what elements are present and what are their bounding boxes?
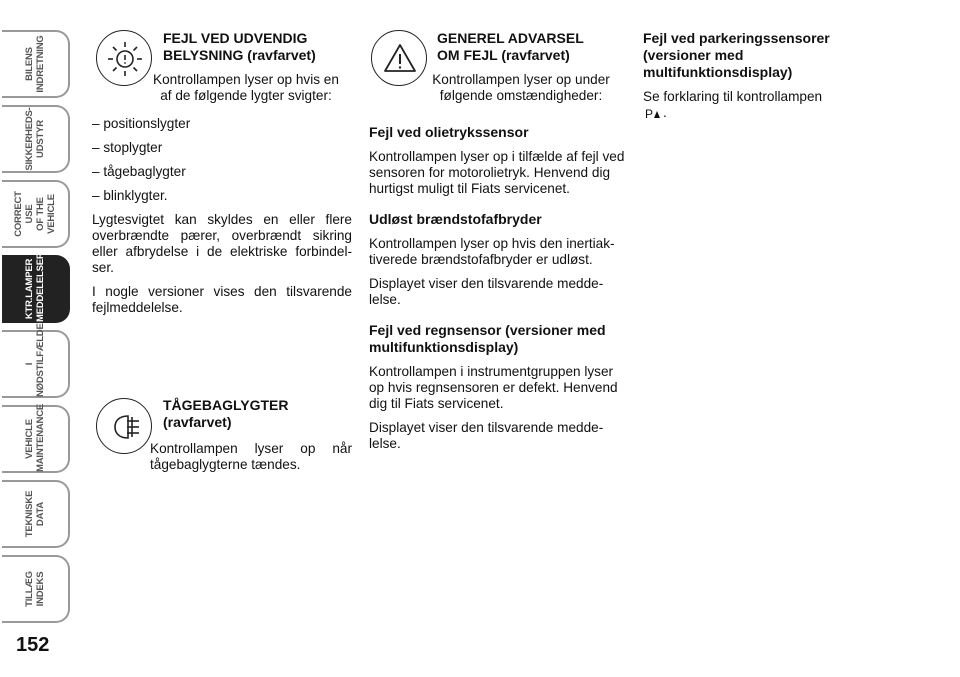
color-note: (ravfarvet) (247, 47, 316, 63)
section-heading: FEJL VED UDVENDIG (163, 30, 308, 46)
paragraph: Kontrollampen lyser op hvis den inertiak-tiverede brændstofafbryder er udløst. (369, 236, 615, 267)
tab-label: CORRECT USE OF THE VEHICLE (13, 191, 57, 237)
section-heading: Fejl ved parkeringssensorer (versioner med multifunktionsdisplay) (643, 30, 830, 80)
color-note: (ravfarvet) (163, 414, 232, 430)
tab-ktr-lamper[interactable] (2, 252, 70, 323)
tab-label: TEKNISKE DATA (24, 490, 46, 538)
paragraph: Lygtesvigtet kan skyldes en eller flere overbrændte pærer, overbrændt sikring eller afbrydelse i de elektriske forbindel-ser. (92, 212, 352, 275)
parking-sensor-section: Fejl ved parkeringssensorer (versioner med multifunktionsdisplay) Se forklaring til kontrollampen P . (643, 30, 843, 131)
svg-text:P: P (645, 107, 654, 119)
intro-line: følgende omstændigheder: (439, 88, 603, 103)
intro-line: af de følgende lygter svigter: (160, 88, 332, 103)
tab-label: I NØDSTILFÆLDE (24, 323, 46, 397)
rear-fog-light-icon (96, 398, 152, 454)
list-item: – positionslygter (92, 116, 191, 131)
paragraph: Kontrollampen lyser op i tilfælde af fejl ved sensoren for motorolietryk. Henvend dig hurtigst muligt til Fiats servicenet. (369, 149, 625, 196)
intro-line: Kontrollampen lyser op under (432, 72, 610, 87)
section-heading: GENEREL ADVARSEL (437, 30, 584, 46)
tab-label: VEHICLE MAINTENANCE (24, 404, 46, 472)
parking-sensor-icon (645, 107, 663, 123)
subsection-title: Fejl ved regnsensor (versioner med multifunktionsdisplay) (369, 322, 606, 355)
tab-correct-use[interactable] (2, 180, 70, 248)
paragraph: Displayet viser den tilsvarende medde-lelse. (369, 276, 604, 307)
fog-line: Kontrollampen lyser op når (150, 441, 352, 456)
general-header (437, 30, 627, 64)
ext-lights-body (92, 116, 352, 324)
subsection-title: Fejl ved olietrykssensor (369, 124, 529, 140)
tab-nodstilfaelde[interactable] (2, 323, 70, 398)
list-item: – stoplygter (92, 140, 163, 155)
fog-line: tågebaglygterne tændes. (150, 457, 301, 472)
list-item: – blinklygter. (92, 188, 168, 203)
tab-bilens-indretning[interactable] (2, 30, 70, 98)
section-heading: BELYSNING (163, 47, 244, 63)
tab-tekniske-data[interactable] (2, 480, 70, 548)
tab-label: TILLÆG INDEKS (24, 571, 46, 607)
tab-tillaeg-indeks[interactable] (2, 555, 70, 623)
tab-label: SIKKERHEDS- UDSTYR (24, 107, 46, 171)
tab-vehicle-maintenance[interactable] (2, 405, 70, 473)
section-heading: TÅGEBAGLYGTER (163, 397, 289, 413)
chapter-tabs (0, 0, 72, 640)
paragraph: Kontrollampen i instrumentgruppen lyser op hvis regnsensoren er defekt. Henvend dig til Fiats servicenet. (369, 364, 618, 411)
page-number: 152 (16, 634, 50, 656)
general-body (369, 116, 627, 460)
fog-text (150, 441, 352, 473)
subsection-title: Udløst brændstofafbryder (369, 211, 542, 227)
paragraph: Se forklaring til kontrollampen (643, 89, 823, 104)
ext-lights-intro (140, 72, 352, 104)
ext-lights-header (163, 30, 353, 64)
tab-label: BILENS INDRETNING (24, 35, 46, 93)
paragraph: I nogle versioner vises den tilsvarende fejlmeddelelse. (92, 284, 352, 315)
color-note: (ravfarvet) (501, 47, 570, 63)
tab-label: KTR.LAMPER MEDDELELSER (24, 252, 46, 322)
section-heading: OM FEJL (437, 47, 498, 63)
paragraph: Displayet viser den tilsvarende medde-lelse. (369, 420, 604, 451)
list-item: – tågebaglygter (92, 164, 186, 179)
intro-line: Kontrollampen lyser op hvis en (153, 72, 339, 87)
general-intro (415, 72, 627, 104)
tab-sikkerhedsudstyr[interactable] (2, 105, 70, 173)
fog-header (163, 397, 353, 431)
